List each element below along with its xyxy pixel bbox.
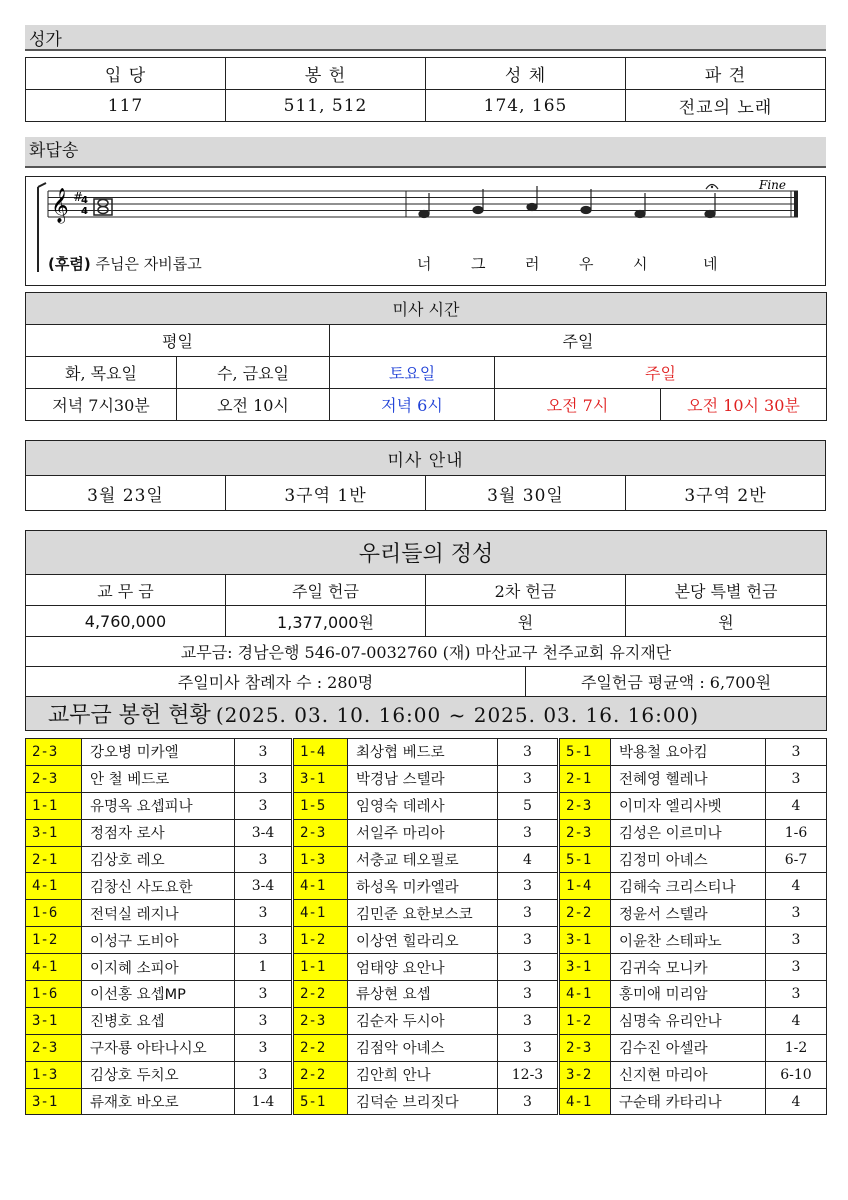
donor-name: 이윤찬 스테파노 xyxy=(611,927,766,954)
donation-table xyxy=(25,738,827,1115)
hymn-header-offertory: 봉 헌 xyxy=(226,58,426,90)
table-row xyxy=(26,1034,827,1061)
mass-guide-date-2: 3월 30일 xyxy=(426,476,626,511)
day-tue-thu: 화, 목요일 xyxy=(26,357,177,389)
donor-zone: 2-3 xyxy=(293,1007,348,1034)
donor-count: 3 xyxy=(235,900,293,927)
donor-count: 1-4 xyxy=(235,1088,293,1115)
donor-zone: 3-1 xyxy=(26,1007,82,1034)
table-row xyxy=(26,954,827,981)
donor-count: 3 xyxy=(498,1007,559,1034)
mass-time-table xyxy=(25,292,827,421)
donor-zone: 1-3 xyxy=(293,846,348,873)
donor-count: 3 xyxy=(235,981,293,1008)
day-wed-fri: 수, 금요일 xyxy=(177,357,330,389)
psalm-section-title: 화답송 xyxy=(25,137,826,168)
treble-clef-icon: 𝄞 xyxy=(51,188,69,223)
donor-name: 이선홍 요셉MP xyxy=(82,981,235,1008)
donor-name: 박용철 요아킴 xyxy=(611,739,766,766)
day-sunday: 주일 xyxy=(495,357,827,389)
donor-zone: 2-2 xyxy=(293,1034,348,1061)
donor-name: 이미자 엘리사벳 xyxy=(611,792,766,819)
donor-zone: 1-2 xyxy=(293,927,348,954)
donor-name: 엄태양 요안나 xyxy=(348,954,498,981)
donor-zone: 1-2 xyxy=(26,927,82,954)
offering-table xyxy=(25,530,827,731)
mass-guide-zone-1: 3구역 1반 xyxy=(226,476,426,511)
donor-name: 류재호 바오로 xyxy=(82,1088,235,1115)
donor-zone: 1-1 xyxy=(26,792,82,819)
hymn-value-recessional: 전교의 노래 xyxy=(626,90,826,122)
donor-name: 김민준 요한보스코 xyxy=(348,900,498,927)
hymn-table xyxy=(25,57,826,122)
donor-count: 3-4 xyxy=(235,819,293,846)
donor-name: 김덕순 브리짓다 xyxy=(348,1088,498,1115)
donor-zone: 5-1 xyxy=(559,846,611,873)
donor-name: 박경남 스텔라 xyxy=(348,765,498,792)
donor-count: 3 xyxy=(498,927,559,954)
donor-zone: 2-1 xyxy=(26,846,82,873)
donor-name: 정윤서 스텔라 xyxy=(611,900,766,927)
donor-name: 하성옥 미카엘라 xyxy=(348,873,498,900)
offering-header-second: 2차 헌금 xyxy=(426,575,626,606)
lyric-syllable: 그 xyxy=(471,255,486,273)
svg-text:4: 4 xyxy=(81,195,88,206)
donor-zone: 1-6 xyxy=(26,981,82,1008)
table-row xyxy=(26,927,827,954)
donor-name: 김성은 이르미나 xyxy=(611,819,766,846)
donor-zone: 2-2 xyxy=(293,981,348,1008)
time-tue-thu: 저녁 7시30분 xyxy=(26,389,177,421)
time-sunday-late: 오전 10시 30분 xyxy=(661,389,827,421)
offering-value-special: 원 xyxy=(626,606,827,637)
donor-count: 3 xyxy=(235,1061,293,1088)
donor-name: 안 철 베드로 xyxy=(82,765,235,792)
donor-name: 서충교 테오필로 xyxy=(348,846,498,873)
mass-guide-zone-2: 3구역 2반 xyxy=(626,476,826,511)
donor-name: 정점자 로사 xyxy=(82,819,235,846)
donor-count: 3 xyxy=(498,873,559,900)
donor-count: 4 xyxy=(766,792,827,819)
donor-count: 4 xyxy=(766,1088,827,1115)
donor-count: 1-2 xyxy=(766,1034,827,1061)
donor-name: 전덕실 레지나 xyxy=(82,900,235,927)
offering-value-tithe: 4,760,000 xyxy=(26,606,226,637)
donor-name: 이성구 도비아 xyxy=(82,927,235,954)
donor-count: 1-6 xyxy=(766,819,827,846)
donor-name: 김수진 아셀라 xyxy=(611,1034,766,1061)
donor-name: 김점악 아녜스 xyxy=(348,1034,498,1061)
donor-zone: 1-6 xyxy=(26,900,82,927)
donor-name: 구자룡 아타나시오 xyxy=(82,1034,235,1061)
donor-zone: 1-3 xyxy=(26,1061,82,1088)
donor-count: 3 xyxy=(766,981,827,1008)
offering-title: 우리들의 정성 xyxy=(26,531,827,575)
donor-name: 이지혜 소피아 xyxy=(82,954,235,981)
lyric-syllable: 너 xyxy=(417,255,432,273)
offering-header-tithe: 교 무 금 xyxy=(26,575,226,606)
donor-count: 4 xyxy=(498,846,559,873)
donor-zone: 2-3 xyxy=(26,739,82,766)
donor-name: 김정미 아녜스 xyxy=(611,846,766,873)
donor-count: 3 xyxy=(498,981,559,1008)
table-row xyxy=(26,873,827,900)
sunday-label: 주일 xyxy=(330,325,827,357)
table-row xyxy=(26,981,827,1008)
offering-account: 교무금: 경남은행 546-07-0032760 (재) 마산교구 천주교회 유지재단 xyxy=(26,637,827,667)
donor-zone: 4-1 xyxy=(293,900,348,927)
donor-name: 신지현 마리아 xyxy=(611,1061,766,1088)
donor-count: 3 xyxy=(766,900,827,927)
offering-average: 주일헌금 평균액 : 6,700원 xyxy=(526,667,827,697)
donor-zone: 3-1 xyxy=(26,819,82,846)
table-row xyxy=(26,819,827,846)
offering-header-sunday: 주일 헌금 xyxy=(226,575,426,606)
donor-zone: 3-1 xyxy=(293,765,348,792)
refrain-label: (후렴) xyxy=(48,255,91,273)
donor-count: 3 xyxy=(766,954,827,981)
mass-guide-table xyxy=(25,440,826,511)
svg-text:4: 4 xyxy=(81,206,88,217)
donor-name: 김순자 두시아 xyxy=(348,1007,498,1034)
table-row xyxy=(26,846,827,873)
donor-count: 3 xyxy=(498,954,559,981)
day-saturday: 토요일 xyxy=(330,357,495,389)
donor-zone: 1-4 xyxy=(293,739,348,766)
donor-zone: 4-1 xyxy=(293,873,348,900)
donor-count: 3 xyxy=(235,1034,293,1061)
table-row xyxy=(26,792,827,819)
donor-zone: 1-4 xyxy=(559,873,611,900)
donation-status-header xyxy=(26,697,827,731)
donor-zone: 2-2 xyxy=(293,1061,348,1088)
donor-count: 3 xyxy=(235,739,293,766)
lyric-syllable: 우 xyxy=(579,255,594,273)
donor-count: 3 xyxy=(235,765,293,792)
hymn-header-communion: 성 체 xyxy=(426,58,626,90)
donor-name: 김상호 레오 xyxy=(82,846,235,873)
donor-count: 3 xyxy=(498,765,559,792)
refrain-text: 주님은 자비롭고 xyxy=(95,255,202,273)
donor-zone: 2-2 xyxy=(559,900,611,927)
hymn-section-title: 성가 xyxy=(25,25,826,51)
hymn-value-communion: 174, 165 xyxy=(426,90,626,122)
time-sunday-early: 오전 7시 xyxy=(495,389,661,421)
donor-count: 3 xyxy=(498,739,559,766)
donor-count: 3 xyxy=(498,900,559,927)
donor-name: 유명옥 요셉피나 xyxy=(82,792,235,819)
donor-name: 강오병 미카엘 xyxy=(82,739,235,766)
donor-zone: 4-1 xyxy=(559,1088,611,1115)
donation-status-title: 교무금 봉헌 현황 xyxy=(48,703,211,728)
donor-count: 3 xyxy=(498,819,559,846)
hymn-header-recessional: 파 견 xyxy=(626,58,826,90)
donation-status-period: (2025. 03. 10. 16:00 ~ 2025. 03. 16. 16:00) xyxy=(215,703,700,727)
donor-name: 최상협 베드로 xyxy=(348,739,498,766)
offering-attendance: 주일미사 참례자 수 : 280명 xyxy=(26,667,526,697)
table-row xyxy=(26,1061,827,1088)
donor-zone: 2-3 xyxy=(26,1034,82,1061)
time-wed-fri: 오전 10시 xyxy=(177,389,330,421)
donor-name: 이상연 힐라리오 xyxy=(348,927,498,954)
donor-zone: 3-1 xyxy=(559,954,611,981)
donor-count: 3 xyxy=(498,1088,559,1115)
offering-value-sunday: 1,377,000원 xyxy=(226,606,426,637)
donor-name: 서일주 마리아 xyxy=(348,819,498,846)
donor-count: 3 xyxy=(766,927,827,954)
donor-name: 임영숙 데레사 xyxy=(348,792,498,819)
donor-name: 류상현 요셉 xyxy=(348,981,498,1008)
mass-guide-date-1: 3월 23일 xyxy=(26,476,226,511)
donor-zone: 1-2 xyxy=(559,1007,611,1034)
hymn-value-entrance: 117 xyxy=(26,90,226,122)
time-saturday: 저녁 6시 xyxy=(330,389,495,421)
donor-name: 김귀숙 모니카 xyxy=(611,954,766,981)
mass-guide-title: 미사 안내 xyxy=(26,441,826,476)
donor-name: 김창신 사도요한 xyxy=(82,873,235,900)
donor-count: 6-7 xyxy=(766,846,827,873)
donor-zone: 2-3 xyxy=(559,819,611,846)
donor-count: 3 xyxy=(766,765,827,792)
donor-count: 3 xyxy=(766,739,827,766)
donor-count: 3-4 xyxy=(235,873,293,900)
psalm-score xyxy=(25,176,826,286)
donor-count: 6-10 xyxy=(766,1061,827,1088)
donor-count: 3 xyxy=(498,1034,559,1061)
table-row xyxy=(26,900,827,927)
fine-label: Fine xyxy=(759,178,786,192)
donor-zone: 1-5 xyxy=(293,792,348,819)
donor-zone: 3-2 xyxy=(559,1061,611,1088)
table-row xyxy=(26,1088,827,1115)
donor-name: 전혜영 헬레나 xyxy=(611,765,766,792)
donor-count: 1 xyxy=(235,954,293,981)
donor-zone: 5-1 xyxy=(559,739,611,766)
donor-name: 김상호 두치오 xyxy=(82,1061,235,1088)
donor-count: 5 xyxy=(498,792,559,819)
donor-count: 12-3 xyxy=(498,1061,559,1088)
donor-zone: 4-1 xyxy=(26,873,82,900)
donor-zone: 2-3 xyxy=(559,792,611,819)
hymn-value-offertory: 511, 512 xyxy=(226,90,426,122)
donor-count: 3 xyxy=(235,846,293,873)
svg-text:#: # xyxy=(73,190,84,204)
donor-name: 진병호 요셉 xyxy=(82,1007,235,1034)
table-row xyxy=(26,765,827,792)
donor-name: 김해숙 크리스티나 xyxy=(611,873,766,900)
donor-count: 4 xyxy=(766,873,827,900)
donor-zone: 3-1 xyxy=(26,1088,82,1115)
refrain-line xyxy=(48,253,202,274)
donor-zone: 2-3 xyxy=(559,1034,611,1061)
table-row xyxy=(26,739,827,766)
donor-count: 3 xyxy=(235,1007,293,1034)
weekday-label: 평일 xyxy=(26,325,330,357)
donor-zone: 4-1 xyxy=(26,954,82,981)
donor-zone: 2-1 xyxy=(559,765,611,792)
donor-name: 홍미애 미리암 xyxy=(611,981,766,1008)
lyric-syllable: 네 xyxy=(703,255,718,273)
hymn-header-entrance: 입 당 xyxy=(26,58,226,90)
donor-count: 3 xyxy=(235,792,293,819)
donor-name: 김안희 안나 xyxy=(348,1061,498,1088)
donor-zone: 3-1 xyxy=(559,927,611,954)
offering-header-special: 본당 특별 헌금 xyxy=(626,575,827,606)
lyric-syllable: 시 xyxy=(633,255,648,273)
donor-count: 4 xyxy=(766,1007,827,1034)
donor-zone: 4-1 xyxy=(559,981,611,1008)
donor-name: 심명숙 유리안나 xyxy=(611,1007,766,1034)
donor-name: 구순태 카타리나 xyxy=(611,1088,766,1115)
donor-count: 3 xyxy=(235,927,293,954)
donor-zone: 2-3 xyxy=(293,819,348,846)
table-row xyxy=(26,1007,827,1034)
lyric-syllable: 러 xyxy=(525,255,540,273)
donor-zone: 1-1 xyxy=(293,954,348,981)
donor-zone: 5-1 xyxy=(293,1088,348,1115)
donor-zone: 2-3 xyxy=(26,765,82,792)
mass-time-title: 미사 시간 xyxy=(26,293,827,325)
offering-value-second: 원 xyxy=(426,606,626,637)
